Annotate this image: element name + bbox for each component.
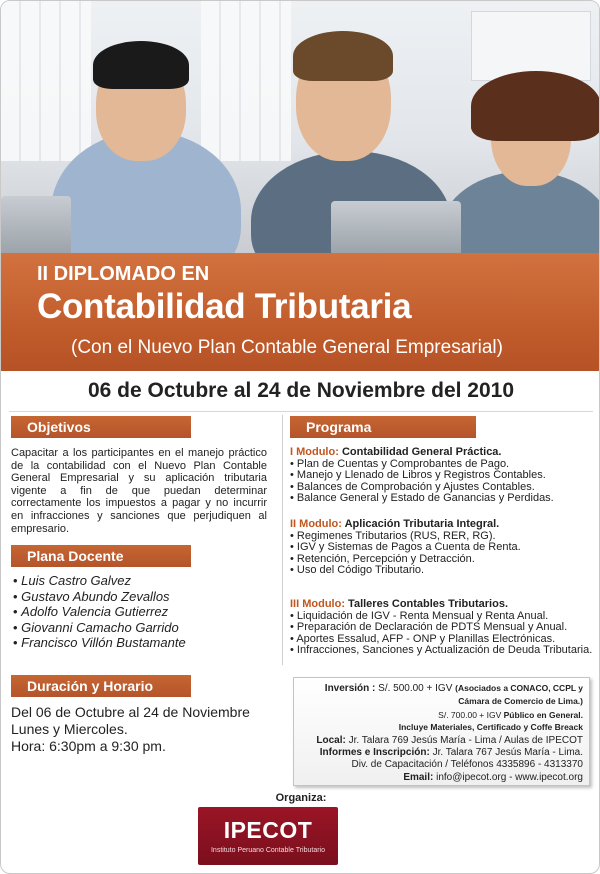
duracion-text — [11, 704, 250, 755]
list-item: • Adolfo Valencia Gutierrez — [13, 604, 186, 620]
logo-name: IPECOT — [223, 817, 313, 843]
course-dates: 06 de Octubre al 24 de Noviembre del 2010 — [87, 379, 515, 402]
list-item: • Uso del Código Tributario. — [290, 565, 521, 577]
price-associates-note2: Cámara de Comercio de Lima.) — [458, 696, 583, 707]
local-address: Jr. Talara 769 Jesús María - Lima / Aulas de IPECOT — [348, 734, 583, 746]
includes-text: Incluye Materiales, Certificado y Coffe Breack — [398, 722, 583, 733]
list-item: • Balance General y Estado de Ganancias y Perdidas. — [290, 493, 554, 505]
module-title — [290, 599, 592, 611]
logo-tagline: Instituto Peruano Contable Tributario — [210, 847, 325, 854]
title-band — [1, 253, 600, 371]
module-name: Contabilidad General Práctica. — [341, 446, 502, 458]
list-item: • Francisco Villón Bustamante — [13, 635, 186, 651]
plana-list — [13, 573, 186, 651]
list-item: • Luis Castro Galvez — [13, 573, 186, 589]
organiza-label: Organiza: — [275, 792, 327, 804]
price-public: S/. 700.00 + IGV — [438, 709, 502, 720]
module-2 — [290, 519, 521, 577]
duracion-line: Lunes y Miercoles. — [11, 721, 128, 737]
list-item: • Balances de Comprobación y Ajustes Contables. — [290, 482, 554, 494]
investment-label: Inversión : — [324, 683, 376, 694]
price-associates-note: (Asociados a CONACO, CCPL y — [455, 683, 583, 693]
list-item: • Preparación de Declaración de PDTS Mensual y Anual. — [290, 622, 592, 634]
column-divider — [282, 415, 283, 665]
duracion-line: Del 06 de Octubre al 24 de Noviembre — [11, 704, 250, 720]
person-right-hair — [471, 71, 600, 141]
module-number: II Modulo: — [290, 518, 342, 530]
list-item: • Plan de Cuentas y Comprobantes de Pago. — [290, 459, 554, 471]
plana-heading: Plana Docente — [11, 545, 191, 567]
header-photo — [1, 1, 600, 253]
list-item: • Liquidación de IGV - Renta Mensual y Renta Anual. — [290, 611, 592, 623]
module-number: III Modulo: — [290, 598, 345, 610]
email-label: Email: — [403, 771, 434, 783]
divider — [9, 411, 593, 412]
module-title — [290, 519, 521, 531]
info-label: Informes e Inscripción: — [319, 747, 430, 759]
module-3 — [290, 599, 592, 657]
title-subtitle: (Con el Nuevo Plan Contable General Empresarial) — [71, 337, 503, 358]
laptop-left — [1, 196, 71, 253]
price-associates: S/. 500.00 + IGV — [378, 683, 453, 694]
list-item: • IGV y Sistemas de Pagos a Cuenta de Renta. — [290, 542, 521, 554]
person-left-hair — [93, 41, 189, 89]
list-item: • Regimenes Tributarios (RUS, RER, RG). — [290, 531, 521, 543]
duracion-heading: Duración y Horario — [11, 675, 191, 697]
local-label: Local: — [316, 734, 346, 746]
list-item: • Retención, Percepción y Detracción. — [290, 554, 521, 566]
duracion-line: Hora: 6:30pm a 9:30 pm. — [11, 738, 166, 754]
title-line1: II DIPLOMADO EN — [37, 263, 210, 285]
module-1 — [290, 447, 554, 505]
phone-numbers: Div. de Capacitación / Teléfonos 4335896 - 4313370 — [351, 759, 583, 771]
investment-box — [293, 677, 590, 786]
info-address: Jr. Talara 767 Jesús María - Lima. — [432, 747, 583, 759]
list-item: • Gustavo Abundo Zevallos — [13, 589, 186, 605]
objetivos-text: Capacitar a los participantes en el manejo práctico de la contabilidad con el Nuevo Plan Contable General Empresarial y su aplicación tributaria vigente a fin de que puedan determinar correctamente los impuestos a pagar y no incurrir en infracciones y sanciones que perjudiquen al empresario. — [11, 447, 267, 535]
window-blinds — [1, 1, 91, 161]
module-name: Talleres Contables Tributarios. — [348, 598, 508, 610]
ipecot-logo — [198, 807, 338, 865]
list-item: • Aportes Essalud, AFP - ONP y Planillas Electrónicas. — [290, 634, 592, 646]
list-item: • Infracciones, Sanciones y Actualización de Deuda Tributaria. — [290, 645, 592, 657]
email-web: info@ipecot.org - www.ipecot.org — [436, 771, 583, 783]
objetivos-heading: Objetivos — [11, 416, 191, 438]
person-middle-hair — [293, 31, 393, 81]
programa-heading: Programa — [290, 416, 476, 438]
module-title — [290, 447, 554, 459]
list-item: • Giovanni Camacho Garrido — [13, 620, 186, 636]
title-main: Contabilidad Tributaria — [37, 287, 412, 326]
laptop-right — [331, 201, 461, 253]
list-item: • Manejo y Llenado de Libros y Registros Contables. — [290, 470, 554, 482]
window-blinds — [201, 1, 291, 161]
module-number: I Modulo: — [290, 446, 339, 458]
price-public-note: Público en General. — [503, 709, 583, 720]
module-name: Aplicación Tributaria Integral. — [344, 518, 500, 530]
